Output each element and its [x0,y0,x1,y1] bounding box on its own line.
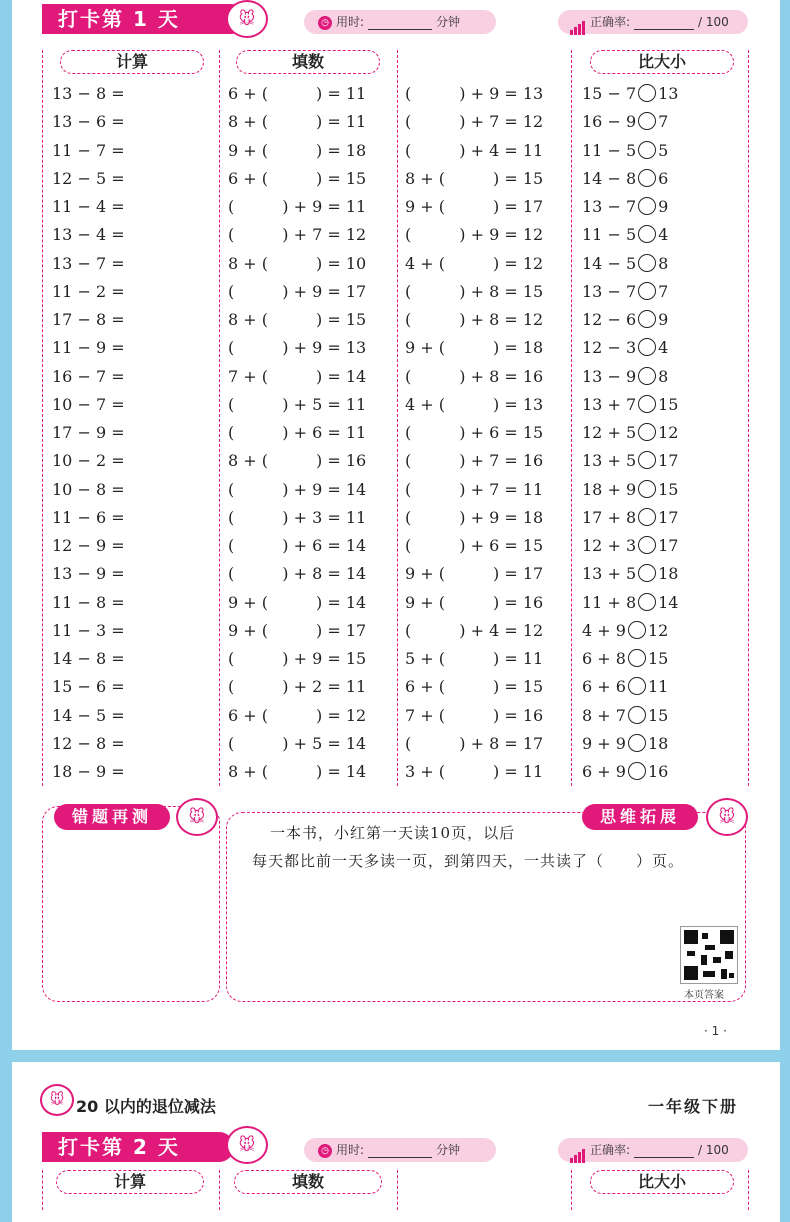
compare-problem [582,167,668,191]
column-header-compare: 比大小 [590,1170,734,1194]
compare-left: 13 + 5 [582,564,637,584]
fill-problem[interactable]: ( ) + 7 = 16 [405,451,544,471]
day-badge [42,1132,234,1162]
fill-problem[interactable]: ( ) + 7 = 12 [405,112,544,132]
fill-problem[interactable]: 7 + ( ) = 16 [405,705,544,725]
calc-problem: 12 − 9 = [52,536,125,555]
column-divider [571,50,572,786]
fill-problem[interactable]: ( ) + 3 = 11 [228,507,367,527]
fill-problem[interactable]: 9 + ( ) = 17 [405,197,544,216]
calc-problem: 11 − 7 = [52,140,125,160]
column-header-calc: 计算 [60,50,204,74]
compare-right: 12 [658,423,679,442]
compare-problem [582,675,668,699]
calc-problem: 13 − 8 = [52,84,125,103]
fill-problem[interactable]: 6 + ( ) = 15 [228,168,367,188]
calc-problem: 13 − 7 = [52,253,125,273]
compare-right: 17 [658,451,679,471]
fill-problem[interactable]: ( ) + 8 = 15 [405,281,544,301]
compare-left: 9 + 9 [582,733,626,753]
fill-problem[interactable]: 8 + ( ) = 14 [228,762,367,781]
compare-problem [582,619,668,643]
compare-right: 18 [658,564,679,584]
compare-problem [582,336,668,360]
column-header-calc: 计算 [56,1170,204,1194]
compare-right: 15 [658,479,679,499]
compare-problem [582,760,668,784]
compare-circle-input[interactable] [628,762,646,780]
compare-problem [582,704,668,728]
column-header-fill: 填数 [234,1170,382,1194]
compare-left: 6 + 8 [582,649,626,668]
compare-right: 17 [658,536,679,555]
day-badge-label: 打卡第 1 天 [58,7,180,31]
compare-circle-input[interactable] [628,677,646,695]
fill-problem[interactable]: ( ) + 5 = 11 [228,394,367,414]
time-label: 用时: [336,15,365,29]
compare-left: 6 + 9 [582,762,626,781]
compare-circle-input[interactable] [638,282,656,300]
bar-chart-icon [570,1139,586,1163]
fill-problem[interactable]: ( ) + 4 = 11 [405,140,544,160]
compare-left: 13 + 5 [582,451,637,471]
calc-problem: 12 − 8 = [52,733,125,753]
compare-right: 8 [658,366,669,386]
time-label: 用时: [336,1143,365,1157]
clock-icon: ◷ [318,16,332,30]
compare-problem [582,647,668,671]
compare-circle-input[interactable] [628,734,646,752]
compare-circle-input[interactable] [638,254,656,272]
calc-problem: 10 − 2 = [52,451,125,471]
compare-circle-input[interactable] [628,621,646,639]
compare-problem [582,280,668,304]
compare-left: 13 − 7 [582,281,637,301]
question-line-1: 一本书，小红第一天读10页，以后 [270,824,516,842]
page-number: · 1 · [704,1024,727,1038]
clock-icon: ◷ [318,1144,332,1158]
fill-problem[interactable]: 5 + ( ) = 11 [405,649,544,668]
compare-problem [582,478,678,502]
compare-circle-input[interactable] [638,480,656,498]
fill-problem[interactable]: 9 + ( ) = 18 [228,140,367,160]
score-label: 正确率: [590,15,631,29]
column-divider [42,50,43,786]
fill-problem[interactable]: 8 + ( ) = 15 [405,168,544,188]
fill-problem[interactable]: ( ) + 8 = 14 [228,564,367,584]
compare-left: 13 + 7 [582,394,637,414]
time-blank[interactable] [368,16,432,30]
compare-circle-input[interactable] [638,593,656,611]
calc-problem: 13 − 9 = [52,564,125,584]
compare-circle-input[interactable] [638,310,656,328]
compare-circle-input[interactable] [638,225,656,243]
column-divider [571,1170,572,1210]
calc-problem: 13 − 6 = [52,112,125,132]
compare-problem [582,562,678,586]
bar-chart-icon [570,11,586,35]
compare-right: 17 [658,507,679,527]
compare-circle-input[interactable] [638,395,656,413]
mouse-mascot-icon: 🐭 [176,798,218,836]
fill-problem[interactable]: ( ) + 6 = 14 [228,536,367,555]
qr-code-icon[interactable] [680,926,738,984]
time-unit: 分钟 [436,1143,461,1157]
score-total: / 100 [698,15,729,29]
compare-left: 15 − 7 [582,84,637,103]
calc-problem: 14 − 8 = [52,649,125,668]
compare-left: 13 − 9 [582,366,637,386]
fill-problem[interactable]: ( ) + 8 = 16 [405,366,544,386]
compare-circle-input[interactable] [638,338,656,356]
fill-problem[interactable]: 9 + ( ) = 17 [405,564,544,584]
mouse-mascot-icon: 🐭 [226,1126,268,1164]
compare-problem [582,365,668,389]
fill-problem[interactable]: ( ) + 4 = 12 [405,620,544,640]
fill-problem[interactable]: ( ) + 8 = 17 [405,733,544,753]
calc-problem: 17 − 9 = [52,423,125,442]
calc-problem: 11 − 9 = [52,338,125,358]
compare-circle-input[interactable] [638,564,656,582]
time-field[interactable] [304,10,496,34]
compare-right: 15 [647,705,669,725]
fill-problem[interactable]: 9 + ( ) = 14 [228,592,367,612]
fill-problem[interactable]: ( ) + 9 = 13 [405,84,544,103]
fill-problem[interactable]: 8 + ( ) = 10 [228,253,367,273]
fill-problem[interactable]: ( ) + 6 = 15 [405,536,544,555]
fill-problem[interactable]: 3 + ( ) = 11 [405,762,544,781]
compare-right: 11 [647,677,669,697]
fill-problem[interactable]: 9 + ( ) = 16 [405,592,544,612]
compare-right: 4 [658,225,669,245]
compare-problem [582,506,678,530]
compare-left: 12 − 3 [582,338,637,358]
calc-problem: 10 − 7 = [52,394,125,414]
fill-problem[interactable]: ( ) + 9 = 15 [228,649,367,668]
compare-circle-input[interactable] [638,451,656,469]
compare-left: 13 − 7 [582,197,637,216]
question-line-2: 每天都比前一天多读一页，到第四天，一共读了（ ）页。 [252,852,685,870]
compare-circle-input[interactable] [638,423,656,441]
compare-right: 5 [658,140,669,160]
time-field[interactable] [304,1138,496,1162]
worksheet-page-1 [12,0,780,1050]
compare-left: 12 − 6 [582,310,637,329]
column-divider [748,1170,749,1210]
column-divider [219,50,220,786]
column-header-compare: 比大小 [590,50,734,74]
fill-problem[interactable]: ( ) + 6 = 11 [228,423,367,442]
fill-problem[interactable]: 7 + ( ) = 14 [228,366,367,386]
fill-problem[interactable]: 4 + ( ) = 12 [405,253,544,273]
compare-left: 11 − 5 [582,225,637,245]
fill-problem[interactable]: 8 + ( ) = 15 [228,310,367,329]
compare-circle-input[interactable] [638,367,656,385]
compare-left: 17 + 8 [582,507,637,527]
compare-problem [582,732,668,756]
compare-left: 12 + 3 [582,536,637,555]
calc-problem: 11 − 2 = [52,281,125,301]
compare-left: 18 + 9 [582,479,637,499]
compare-problem [582,421,678,445]
calc-problem: 12 − 5 = [52,168,125,188]
fill-problem[interactable]: 8 + ( ) = 11 [228,112,367,132]
compare-problem [582,110,668,134]
calc-problem: 11 − 3 = [52,620,125,640]
compare-circle-input[interactable] [628,706,646,724]
compare-problem [582,308,668,332]
time-blank[interactable] [368,1144,432,1158]
score-label: 正确率: [590,1143,631,1157]
compare-left: 4 + 9 [582,620,626,640]
compare-right: 14 [658,592,679,612]
score-blank[interactable] [634,1144,694,1158]
column-header-fill: 填数 [236,50,380,74]
score-field[interactable] [558,1138,748,1162]
compare-circle-input[interactable] [638,508,656,526]
fill-problem[interactable]: ( ) + 7 = 12 [228,225,367,245]
score-field[interactable] [558,10,748,34]
compare-problem [582,393,678,417]
compare-right: 15 [647,649,669,668]
column-divider [748,50,749,786]
fill-problem[interactable]: 9 + ( ) = 18 [405,338,544,358]
compare-problem [582,139,668,163]
fill-problem[interactable]: 9 + ( ) = 17 [228,620,367,640]
compare-right: 7 [658,112,669,132]
fill-problem[interactable]: 4 + ( ) = 13 [405,394,544,414]
column-divider [397,50,398,786]
fill-problem[interactable]: ( ) + 9 = 14 [228,479,367,499]
compare-left: 11 + 8 [582,592,637,612]
compare-left: 16 − 9 [582,112,637,132]
compare-problem [582,252,668,276]
calc-problem: 11 − 6 = [52,507,125,527]
compare-circle-input[interactable] [638,169,656,187]
compare-left: 14 − 8 [582,168,637,188]
compare-right: 4 [658,338,669,358]
calc-problem: 14 − 5 = [52,705,125,725]
compare-right: 8 [658,253,669,273]
compare-right: 9 [658,310,669,329]
calc-problem: 13 − 4 = [52,225,125,245]
fill-problem[interactable]: ( ) + 9 = 12 [405,225,544,245]
fill-problem[interactable]: 6 + ( ) = 12 [228,705,367,725]
compare-circle-input[interactable] [628,649,646,667]
compare-problem [582,591,678,615]
compare-right: 9 [658,197,669,216]
calc-problem: 18 − 9 = [52,762,125,781]
retest-label: 错题再测 [54,804,170,830]
compare-right: 7 [658,281,669,301]
day-badge-label: 打卡第 2 天 [58,1135,180,1159]
compare-right: 15 [658,394,679,414]
worksheet-page-2 [12,1062,780,1222]
fill-problem[interactable]: ( ) + 6 = 15 [405,423,544,442]
compare-left: 11 − 5 [582,140,637,160]
mouse-mascot-icon: 🐭 [706,798,748,836]
score-blank[interactable] [634,16,694,30]
compare-left: 6 + 6 [582,677,626,697]
column-divider [42,1170,43,1210]
calc-problem: 16 − 7 = [52,366,125,386]
compare-right: 12 [647,620,669,640]
fill-problem[interactable]: ( ) + 5 = 14 [228,733,367,753]
grade-label: 一年级下册 [648,1097,739,1116]
fill-problem[interactable]: ( ) + 7 = 11 [405,479,544,499]
compare-left: 12 + 5 [582,423,637,442]
calc-problem: 11 − 4 = [52,197,125,216]
mouse-mascot-icon: 🐭 [40,1084,74,1116]
fill-problem[interactable]: ( ) + 2 = 11 [228,677,367,697]
compare-right: 18 [647,733,669,753]
compare-problem [582,534,678,558]
time-unit: 分钟 [436,15,461,29]
compare-circle-input[interactable] [638,84,656,102]
fill-problem[interactable]: 6 + ( ) = 15 [405,677,544,697]
day-badge [42,4,246,34]
compare-problem [582,223,668,247]
compare-right: 13 [658,84,679,103]
compare-problem [582,195,668,219]
compare-circle-input[interactable] [638,197,656,215]
qr-caption: 本页答案 [684,990,724,1001]
compare-circle-input[interactable] [638,141,656,159]
fill-problem[interactable]: ( ) + 9 = 13 [228,338,367,358]
compare-problem [582,449,678,473]
score-total: / 100 [698,1143,729,1157]
column-divider [397,1170,398,1210]
compare-left: 8 + 7 [582,705,626,725]
fill-problem[interactable]: 8 + ( ) = 16 [228,451,367,471]
compare-circle-input[interactable] [638,536,656,554]
calc-problem: 11 − 8 = [52,592,125,612]
compare-circle-input[interactable] [638,112,656,130]
calc-problem: 15 − 6 = [52,677,125,697]
fill-problem[interactable]: ( ) + 9 = 17 [228,281,367,301]
compare-left: 14 − 5 [582,253,637,273]
fill-problem[interactable]: ( ) + 8 = 12 [405,310,544,329]
fill-problem[interactable]: ( ) + 9 = 18 [405,507,544,527]
calc-problem: 17 − 8 = [52,310,125,329]
fill-problem[interactable]: ( ) + 9 = 11 [228,197,367,216]
fill-problem[interactable]: 6 + ( ) = 11 [228,84,367,103]
compare-right: 6 [658,168,669,188]
column-divider [219,1170,220,1210]
thinking-label: 思维拓展 [582,804,698,830]
topic-title: 20 以内的退位减法 [76,1097,216,1116]
mouse-mascot-icon: 🐭 [226,0,268,38]
compare-problem [582,82,678,106]
compare-right: 16 [647,762,669,781]
calc-problem: 10 − 8 = [52,479,125,499]
